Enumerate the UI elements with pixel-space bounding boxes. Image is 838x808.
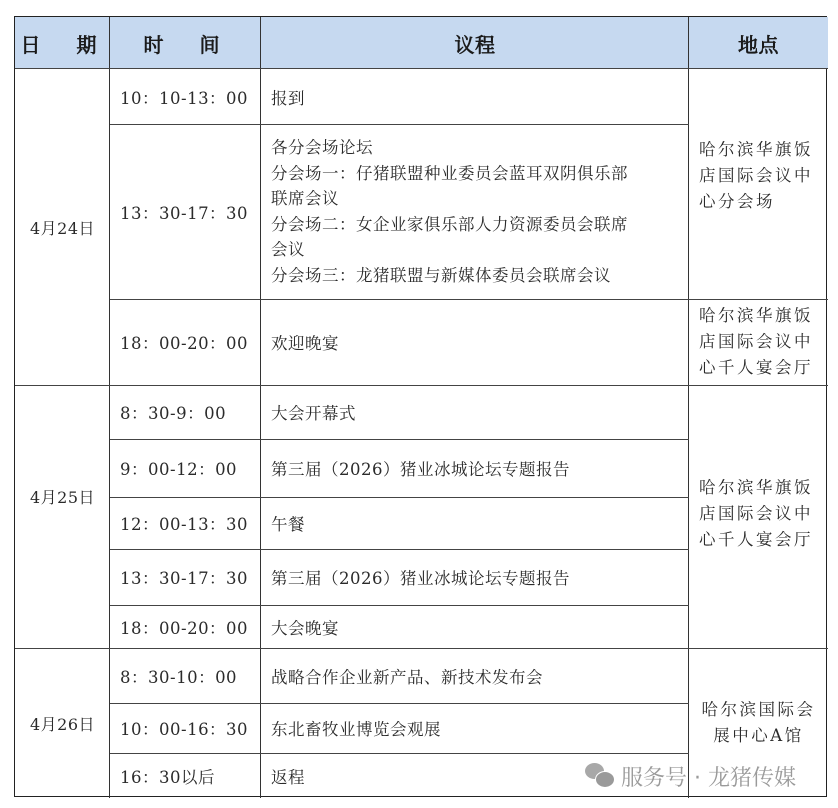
time-cell: 13：30-17：30 [120, 569, 249, 588]
time-cell: 16：30以后 [120, 767, 215, 787]
location-cell: 哈尔滨国际会展中心A馆 [701, 700, 816, 745]
schedule-table [14, 16, 827, 797]
time-cell: 18：00-20：00 [120, 618, 249, 638]
date-cell: 4月24日 [29, 218, 96, 238]
date-cell: 4月26日 [29, 714, 96, 734]
time-cell: 10：00-16：30 [120, 720, 249, 739]
agenda-cell: 返程 [271, 767, 305, 787]
agenda-cell: 东北畜牧业博览会观展 [271, 720, 441, 739]
agenda-cell: 午餐 [271, 515, 305, 534]
agenda-cell: 战略合作企业新产品、新技术发布会 [271, 667, 543, 687]
wechat-icon [585, 763, 615, 789]
location-cell: 哈尔滨华旗饭店国际会议中心千人宴会厅 [699, 306, 813, 377]
agenda-line: 分会场一：仔猪联盟种业委员会蓝耳双阴俱乐部 [271, 163, 628, 183]
header-agenda: 议程 [261, 17, 689, 69]
time-cell: 13：30-17：30 [120, 203, 249, 223]
agenda-cell: 第三届（2026）猪业冰城论坛专题报告 [271, 569, 570, 588]
agenda-cell: 第三届（2026）猪业冰城论坛专题报告 [271, 460, 570, 479]
time-cell: 18：00-20：00 [120, 334, 249, 353]
watermark-text: 服务号 · 龙猪传媒 [621, 765, 796, 791]
header-date: 日 期 [15, 17, 110, 69]
agenda-line: 联席会议 [271, 189, 339, 208]
time-cell: 9：00-12：00 [120, 460, 238, 479]
agenda-line: 分会场二：女企业家俱乐部人力资源委员会联席 [271, 214, 628, 234]
header-location: 地点 [689, 17, 828, 69]
agenda-line: 分会场三：龙猪联盟与新媒体委员会联席会议 [271, 265, 611, 285]
time-cell: 10：10-13：00 [120, 88, 249, 108]
agenda-line: 各分会场论坛 [271, 138, 373, 157]
agenda-cell [261, 124, 689, 299]
date-cell: 4月25日 [29, 488, 96, 507]
agenda-cell: 欢迎晚宴 [271, 334, 339, 353]
agenda-line: 会议 [271, 240, 305, 259]
time-cell: 12：00-13：30 [120, 515, 249, 534]
watermark [585, 760, 796, 792]
time-cell: 8：30-10：00 [120, 667, 238, 687]
location-cell: 哈尔滨华旗饭店国际会议中心千人宴会厅 [699, 478, 813, 549]
agenda-cell: 大会开幕式 [271, 404, 356, 423]
agenda-cell: 大会晚宴 [271, 618, 339, 638]
location-cell: 哈尔滨华旗饭店国际会议中心分会场 [699, 140, 813, 211]
time-cell: 8：30-9：00 [120, 404, 227, 423]
agenda-cell: 报到 [271, 88, 305, 108]
header-time: 时 间 [110, 17, 261, 69]
